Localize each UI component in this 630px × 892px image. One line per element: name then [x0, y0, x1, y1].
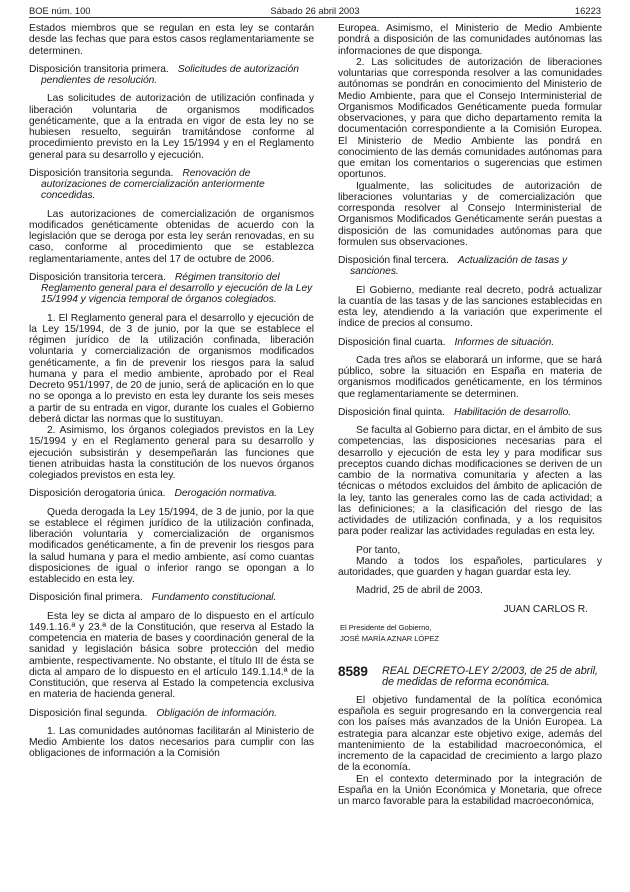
- journal-issue: BOE núm. 100: [29, 5, 91, 16]
- section-label: Disposición final cuarta.: [338, 336, 446, 348]
- section-heading: [29, 708, 314, 719]
- page-number: 16223: [574, 5, 601, 16]
- section-label: Disposición final segunda.: [29, 707, 148, 719]
- section-label: Disposición final primera.: [29, 592, 143, 604]
- paragraph: Esta ley se dicta al amparo de lo dispuesto en el artículo 149.1.16.ª y 23.ª de la Constitución, que reserva al Estado la competencia en materia de bases y coordinación general de la sanidad y legislación básica sobre protección del medio ambiente, respectivamente. No obstante, el título III de ésta se dicta al amparo de lo dispuesto en el artículo 149.1.14.ª de la Constitución, que reserva al Estado la competencia exclusiva en materia de hacienda general.: [29, 610, 314, 701]
- royal-signature: JUAN CARLOS R.: [503, 603, 588, 615]
- section-label: Disposición final quinta.: [338, 406, 445, 418]
- publication-date: Sábado 26 abril 2003: [270, 5, 360, 16]
- section-heading: [29, 272, 314, 306]
- section-title: Actualización de tasas y sanciones.: [350, 255, 568, 278]
- paragraph: Europea. Asimismo, el Ministerio de Medio Ambiente pondrá a disposición de las comunidades autónomas las informaciones de que disponga.: [338, 23, 602, 57]
- paragraph: 1. El Reglamento general para el desarrollo y ejecución de la Ley 15/1994, de 3 de junio, por la que se establece el régimen jurídico de la utilización confinada, liberación voluntaria y comercialización de organismos modificados genéticamente, a fin de prevenir los riesgos para la salud humana y para el medio ambiente, aprobado por el Real Decreto 951/1997, de 20 de junio, será de aplicación en lo que no se oponga a lo previsto en esta ley durante los seis meses a partir de su entrada en vigor, durante los cuales el Gobierno deberá dictar las normas que lo sustituyan.: [29, 312, 314, 425]
- paragraph: Mando a todos los españoles, particulares y autoridades, que guarden y hagan guardar esta ley.: [338, 555, 602, 578]
- section-title: Régimen transitorio del Reglamento general para el desarrollo y ejecución de la Ley 15/1994 y vigencia temporal de órganos colegiados.: [41, 271, 313, 306]
- paragraph: Las solicitudes de autorización de utilización confinada y liberación voluntaria de organismos modificados genéticamente, que a la entrada en vigor de esta ley no se hubiesen resuelto, seguirán tramitándose conforme al procedimiento previsto en la Ley 15/1994 y en el Reglamento general para su desarrollo y ejecución.: [29, 93, 314, 161]
- section-label: Disposición transitoria tercera.: [29, 271, 166, 283]
- paragraph: Igualmente, las solicitudes de autorización de liberaciones voluntarias y de comercialización que corresponda resolver al Consejo Interministerial de Organismos Modificados Genéticamente serán puestas a disposición de las comunidades autónomas para que formulen sus observaciones.: [338, 180, 602, 248]
- decree-title: REAL DECRETO-LEY 2/2003, de 25 de abril, de medidas de reforma económica.: [382, 664, 598, 688]
- section-title: Renovación de autorizaciones de comercialización anteriormente concedidas.: [41, 167, 265, 202]
- section-label: Disposición transitoria segunda.: [29, 167, 174, 179]
- paragraph: 2. Las solicitudes de autorización de liberaciones voluntarias que corresponda resolver a las comunidades autónomas se pondrán en conocimiento del Ministerio de Medio Ambiente, para que el Consejo Interministerial de Organismos Modificados Genéticamente pueda formular observaciones, y para que dicho departamento remita la documentación correspondiente a la Comisión Europea. El Ministerio de Medio Ambiente las pondrá en conocimiento de las demás comunidades autónomas para que emitan los comentarios o sugerencias que estimen oportunos.: [338, 56, 602, 181]
- paragraph: Por tanto,: [356, 544, 401, 556]
- section-label: Disposición transitoria primera.: [29, 63, 169, 75]
- president-name: JOSÉ MARÍA AZNAR LÓPEZ: [340, 633, 439, 643]
- president-label: El Presidente del Gobierno,: [340, 622, 432, 632]
- paragraph: El objetivo fundamental de la política económica española es seguir progresando en la convergencia real con los países más avanzados de la Unión Europea. La estrategia para alcanzar este objetivo exige, además del mantenimiento de la estabilidad macroeconómica, el incremento de la capacidad de crecimiento a largo plazo de la economía.: [338, 694, 602, 774]
- paragraph: 2. Asimismo, los órganos colegiados previstos en la Ley 15/1994 y en el Reglamento general para su desarrollo y ejecución subsistirán y desempeñarán las funciones que tienen atribuidas hasta la constitución de los nuevos órganos colegiados previstos en esta ley.: [29, 425, 314, 481]
- decree-number: 8589: [338, 663, 368, 679]
- paragraph: Madrid, 25 de abril de 2003.: [356, 585, 483, 597]
- section-heading: [338, 337, 602, 348]
- paragraph: En el contexto determinado por la integración de España en la Unión Económica y Monetaria, que ofrece un marco favorable para la estabilidad macroeconómica,: [338, 773, 602, 807]
- paragraph: El Gobierno, mediante real decreto, podrá actualizar la cuantía de las tasas y de las sanciones establecidas en esta ley, atendiendo a la variación que experimente el índice de precios al consumo.: [338, 284, 602, 330]
- decree-heading: [338, 663, 602, 688]
- section-heading: [29, 168, 314, 202]
- section-title: Derogación normativa.: [174, 488, 277, 500]
- section-heading: [29, 592, 314, 603]
- paragraph: Se faculta al Gobierno para dictar, en el ámbito de sus competencias, las disposiciones necesarias para el desarrollo y ejecución de esta ley y para modificar sus preceptos cuando dichas modificaciones se deriven de un cambio de la normativa comunitaria y afecten a las técnicas o métodos excluidos del ámbito de aplicación de la ley, tanto las generales como las de cada actividad; a las definiciones; a la clasificación del riesgo de las actividades de utilización confinada, y a los requisitos para poder realizar las actividades reguladas en esta ley.: [338, 425, 602, 538]
- paragraph: Las autorizaciones de comercialización de organismos modificados genéticamente obtenidas de acuerdo con la legislación que se deroga por esta ley serán renovadas, en su caso, conforme al procedimiento que se establezca reglamentariamente, antes del 17 de octubre de 2006.: [29, 208, 314, 265]
- section-heading: [338, 407, 602, 418]
- section-label: Disposición final tercera.: [338, 255, 449, 266]
- paragraph: Estados miembros que se regulan en esta ley se contarán desde las fechas que para estos casos reglamentariamente se determinen.: [29, 23, 314, 57]
- section-label: Disposición derogatoria única.: [29, 488, 166, 500]
- section-heading: [29, 488, 314, 499]
- paragraph: Queda derogada la Ley 15/1994, de 3 de junio, por la que se establece el régimen jurídico de la utilización confinada, liberación voluntaria y comercialización de organismos modificados genéticamente, a fin de prevenir los riesgos para la salud humana y para el medio ambiente, así como cuantas disposiciones de igual o inferior rango se opongan a lo establecido en esta ley.: [29, 506, 314, 585]
- page-header: [29, 4, 601, 18]
- paragraph: Cada tres años se elaborará un informe, que se hará público, sobre la situación en España en materia de organismos modificados genéticamente, en los términos que reglamentariamente se determinen.: [338, 354, 602, 400]
- right-column: [338, 23, 602, 807]
- section-heading: [29, 64, 314, 87]
- section-heading: [338, 255, 602, 278]
- section-title: Habilitación de desarrollo.: [453, 406, 572, 418]
- section-title: Informes de situación.: [454, 336, 555, 348]
- paragraph: 1. Las comunidades autónomas facilitarán al Ministerio de Medio Ambiente los datos necesarios para cumplir con las obligaciones de información a la Comisión: [29, 725, 314, 760]
- section-title: Obligación de información.: [156, 707, 277, 719]
- section-title: Solicitudes de autorización pendientes de resolución.: [41, 63, 299, 86]
- left-column: [29, 23, 314, 760]
- section-title: Fundamento constitucional.: [151, 592, 277, 604]
